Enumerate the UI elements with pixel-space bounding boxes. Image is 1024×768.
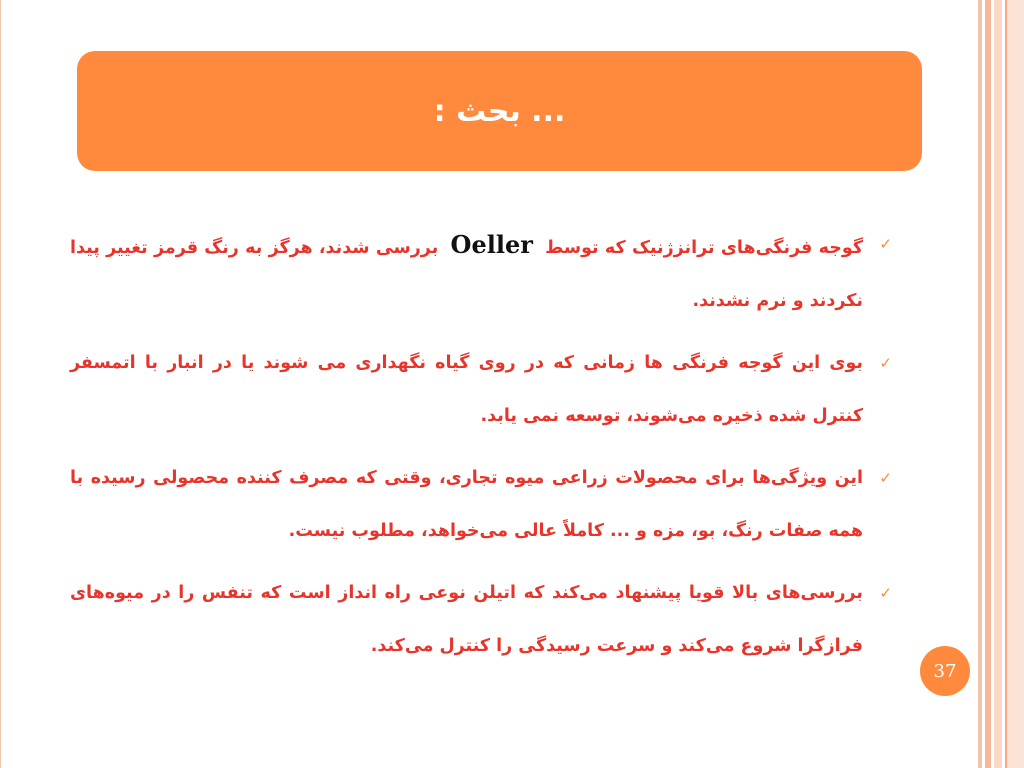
- bullet-text-before: گوجه فرنگی‌های ترانزژنیک که توسط: [545, 238, 864, 258]
- bullet-text: بوی این گوجه فرنگی ها زمانی که در روی گیاه نگهداری می شوند یا در انبار با اتمسفر کنترل شده ذخیره می‌شوند، توسعه نمی یابد.: [70, 353, 863, 426]
- bullet-item: [70, 452, 900, 558]
- check-icon: ✓: [879, 469, 892, 487]
- left-edge-line: [0, 0, 1, 768]
- bullet-text: این ویژگی‌ها برای محصولات زراعی میوه تجاری، وقتی که مصرف کننده محصولی رسیده با همه صفات رنگ، بو، مزه و ... کاملاً عالی می‌خواهد، مطلوب نیست.: [70, 468, 863, 541]
- decorative-stripe: [1005, 0, 1024, 768]
- decorative-stripe: [985, 0, 991, 768]
- slide-title: ... بحث :: [433, 93, 566, 129]
- page-number: 37: [933, 660, 957, 682]
- bullet-item: [70, 567, 900, 673]
- bullet-item: [70, 337, 900, 443]
- bullet-item: [70, 218, 900, 328]
- check-icon: ✓: [879, 584, 892, 602]
- check-icon: ✓: [879, 235, 892, 253]
- title-banner: [77, 51, 922, 171]
- check-icon: ✓: [879, 354, 892, 372]
- bullet-list: [70, 218, 900, 682]
- bullet-text: بررسی‌های بالا قویا پیشنهاد می‌کند که اتیلن نوعی راه انداز است که تنفس را در میوه‌های فرازگرا شروع می‌کند و سرعت رسیدگی را کنترل می‌کند.: [70, 583, 863, 656]
- bullet-text-after: بررسی شدند، هرگز به رنگ قرمز تغییر پیدا نکردند و نرم نشدند.: [70, 238, 863, 311]
- latin-name: Oeller: [450, 230, 533, 259]
- decorative-stripe: [978, 0, 982, 768]
- decorative-stripe: [994, 0, 1002, 768]
- page-number-badge: [920, 646, 970, 696]
